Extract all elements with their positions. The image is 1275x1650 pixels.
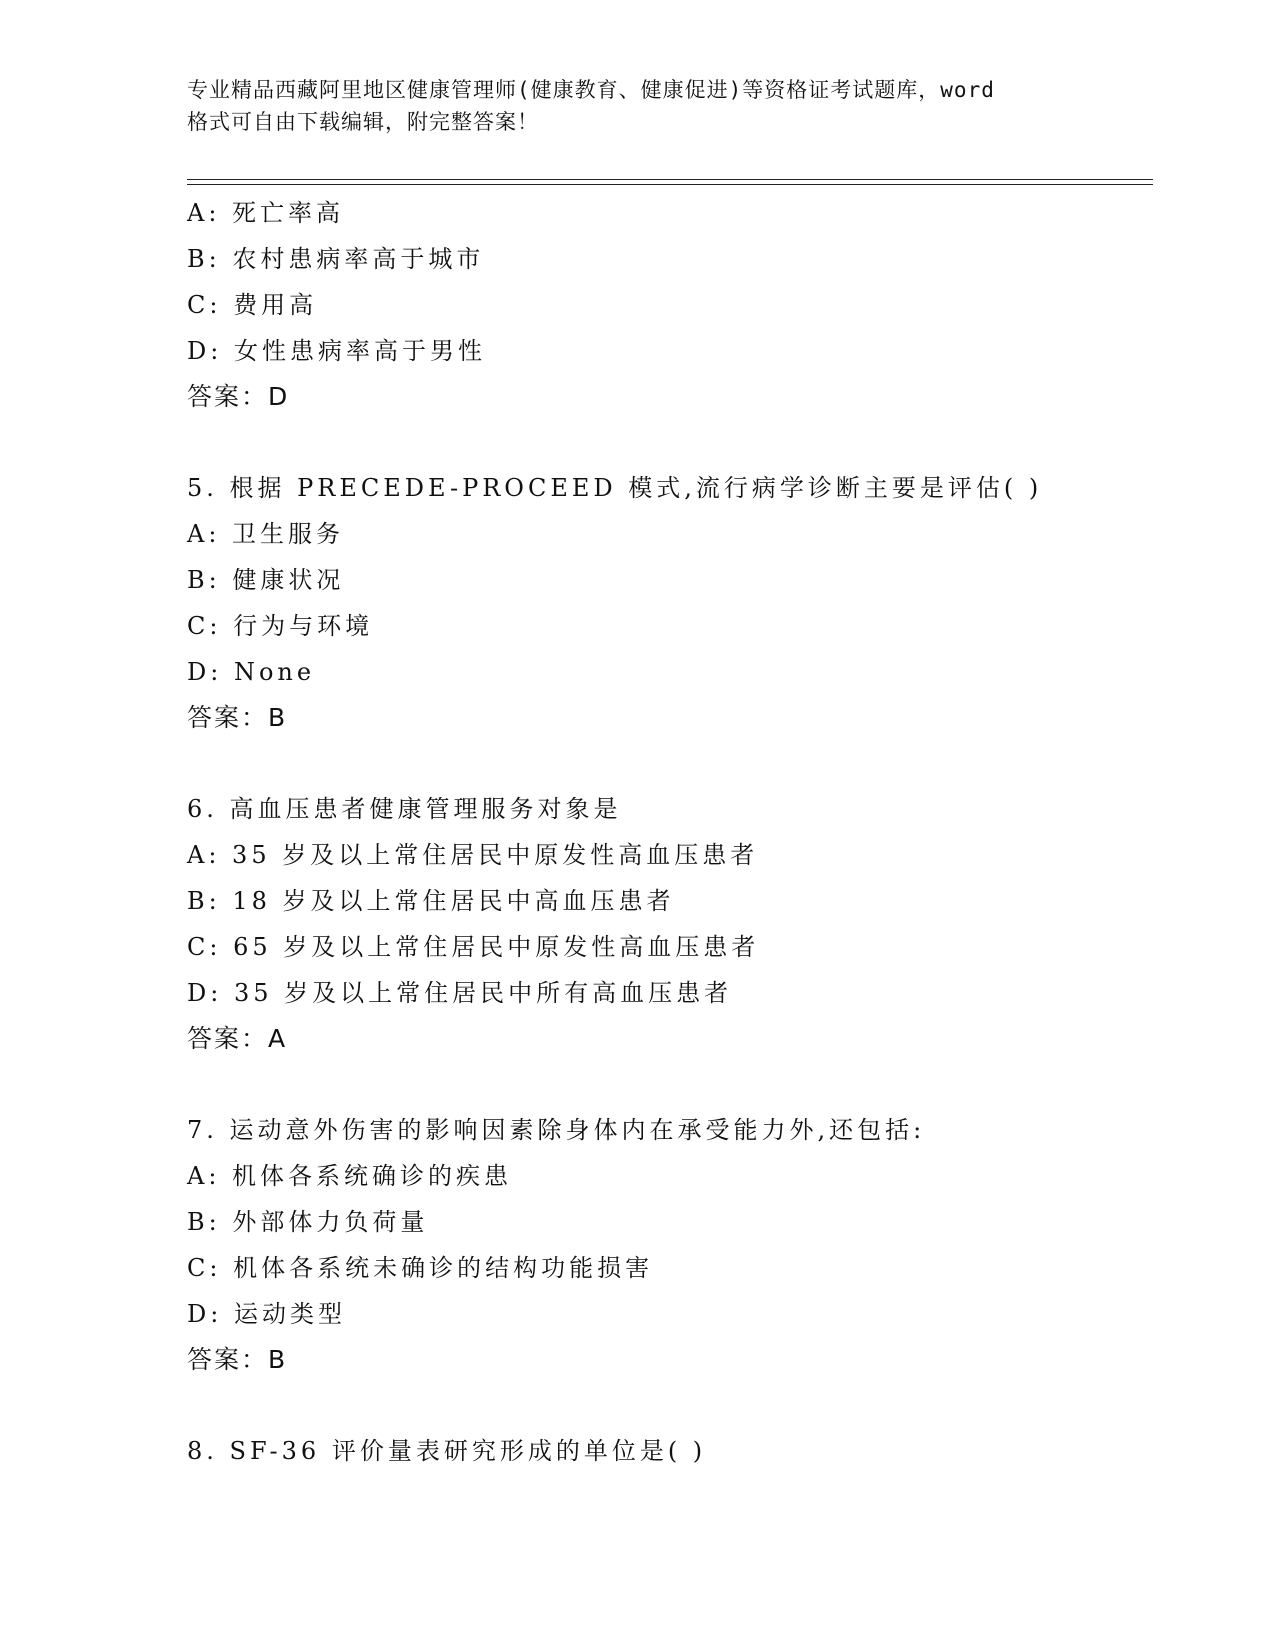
answer: 答案：A — [187, 1024, 288, 1053]
question-block-5 — [187, 465, 1153, 741]
option-a: A: 死亡率高 — [187, 199, 345, 227]
option-c: C: 行为与环境 — [187, 612, 374, 640]
question-text: 5. 根据 PRECEDE-PROCEED 模式,流行病学诊断主要是评估( ) — [187, 474, 1043, 502]
option-a: A: 35 岁及以上常住居民中原发性高血压患者 — [187, 841, 759, 869]
option-b: B: 外部体力负荷量 — [187, 1208, 429, 1236]
question-block-8 — [187, 1428, 1153, 1474]
question-block-4 — [187, 190, 1153, 420]
header-divider-top — [187, 179, 1153, 180]
header-divider-bottom — [187, 184, 1153, 185]
option-d: D: None — [187, 658, 316, 686]
answer: 答案：B — [187, 1345, 288, 1374]
question-text: 7. 运动意外伤害的影响因素除身体内在承受能力外,还包括: — [187, 1116, 926, 1144]
header-line-2: 格式可自由下载编辑，附完整答案！ — [187, 110, 539, 134]
question-text: 8. SF-36 评价量表研究形成的单位是( ) — [187, 1437, 707, 1465]
option-d: D: 女性患病率高于男性 — [187, 337, 486, 365]
option-d: D: 运动类型 — [187, 1300, 346, 1328]
option-a: A: 卫生服务 — [187, 520, 345, 548]
option-c: C: 65 岁及以上常住居民中原发性高血压患者 — [187, 933, 760, 961]
question-text: 6. 高血压患者健康管理服务对象是 — [187, 795, 622, 823]
answer: 答案：D — [187, 382, 290, 411]
document-header — [187, 74, 1087, 138]
question-list — [187, 190, 1153, 1474]
option-d: D: 35 岁及以上常住居民中所有高血压患者 — [187, 979, 733, 1007]
answer: 答案：B — [187, 703, 288, 732]
header-line-1: 专业精品西藏阿里地区健康管理师(健康教育、健康促进)等资格证考试题库，word — [187, 78, 995, 102]
option-b: B: 健康状况 — [187, 566, 345, 594]
option-a: A: 机体各系统确诊的疾患 — [187, 1162, 513, 1190]
option-b: B: 18 岁及以上常住居民中高血压患者 — [187, 887, 675, 915]
option-b: B: 农村患病率高于城市 — [187, 245, 485, 273]
option-c: C: 费用高 — [187, 291, 318, 319]
question-block-6 — [187, 786, 1153, 1062]
option-c: C: 机体各系统未确诊的结构功能损害 — [187, 1254, 654, 1282]
question-block-7 — [187, 1107, 1153, 1383]
